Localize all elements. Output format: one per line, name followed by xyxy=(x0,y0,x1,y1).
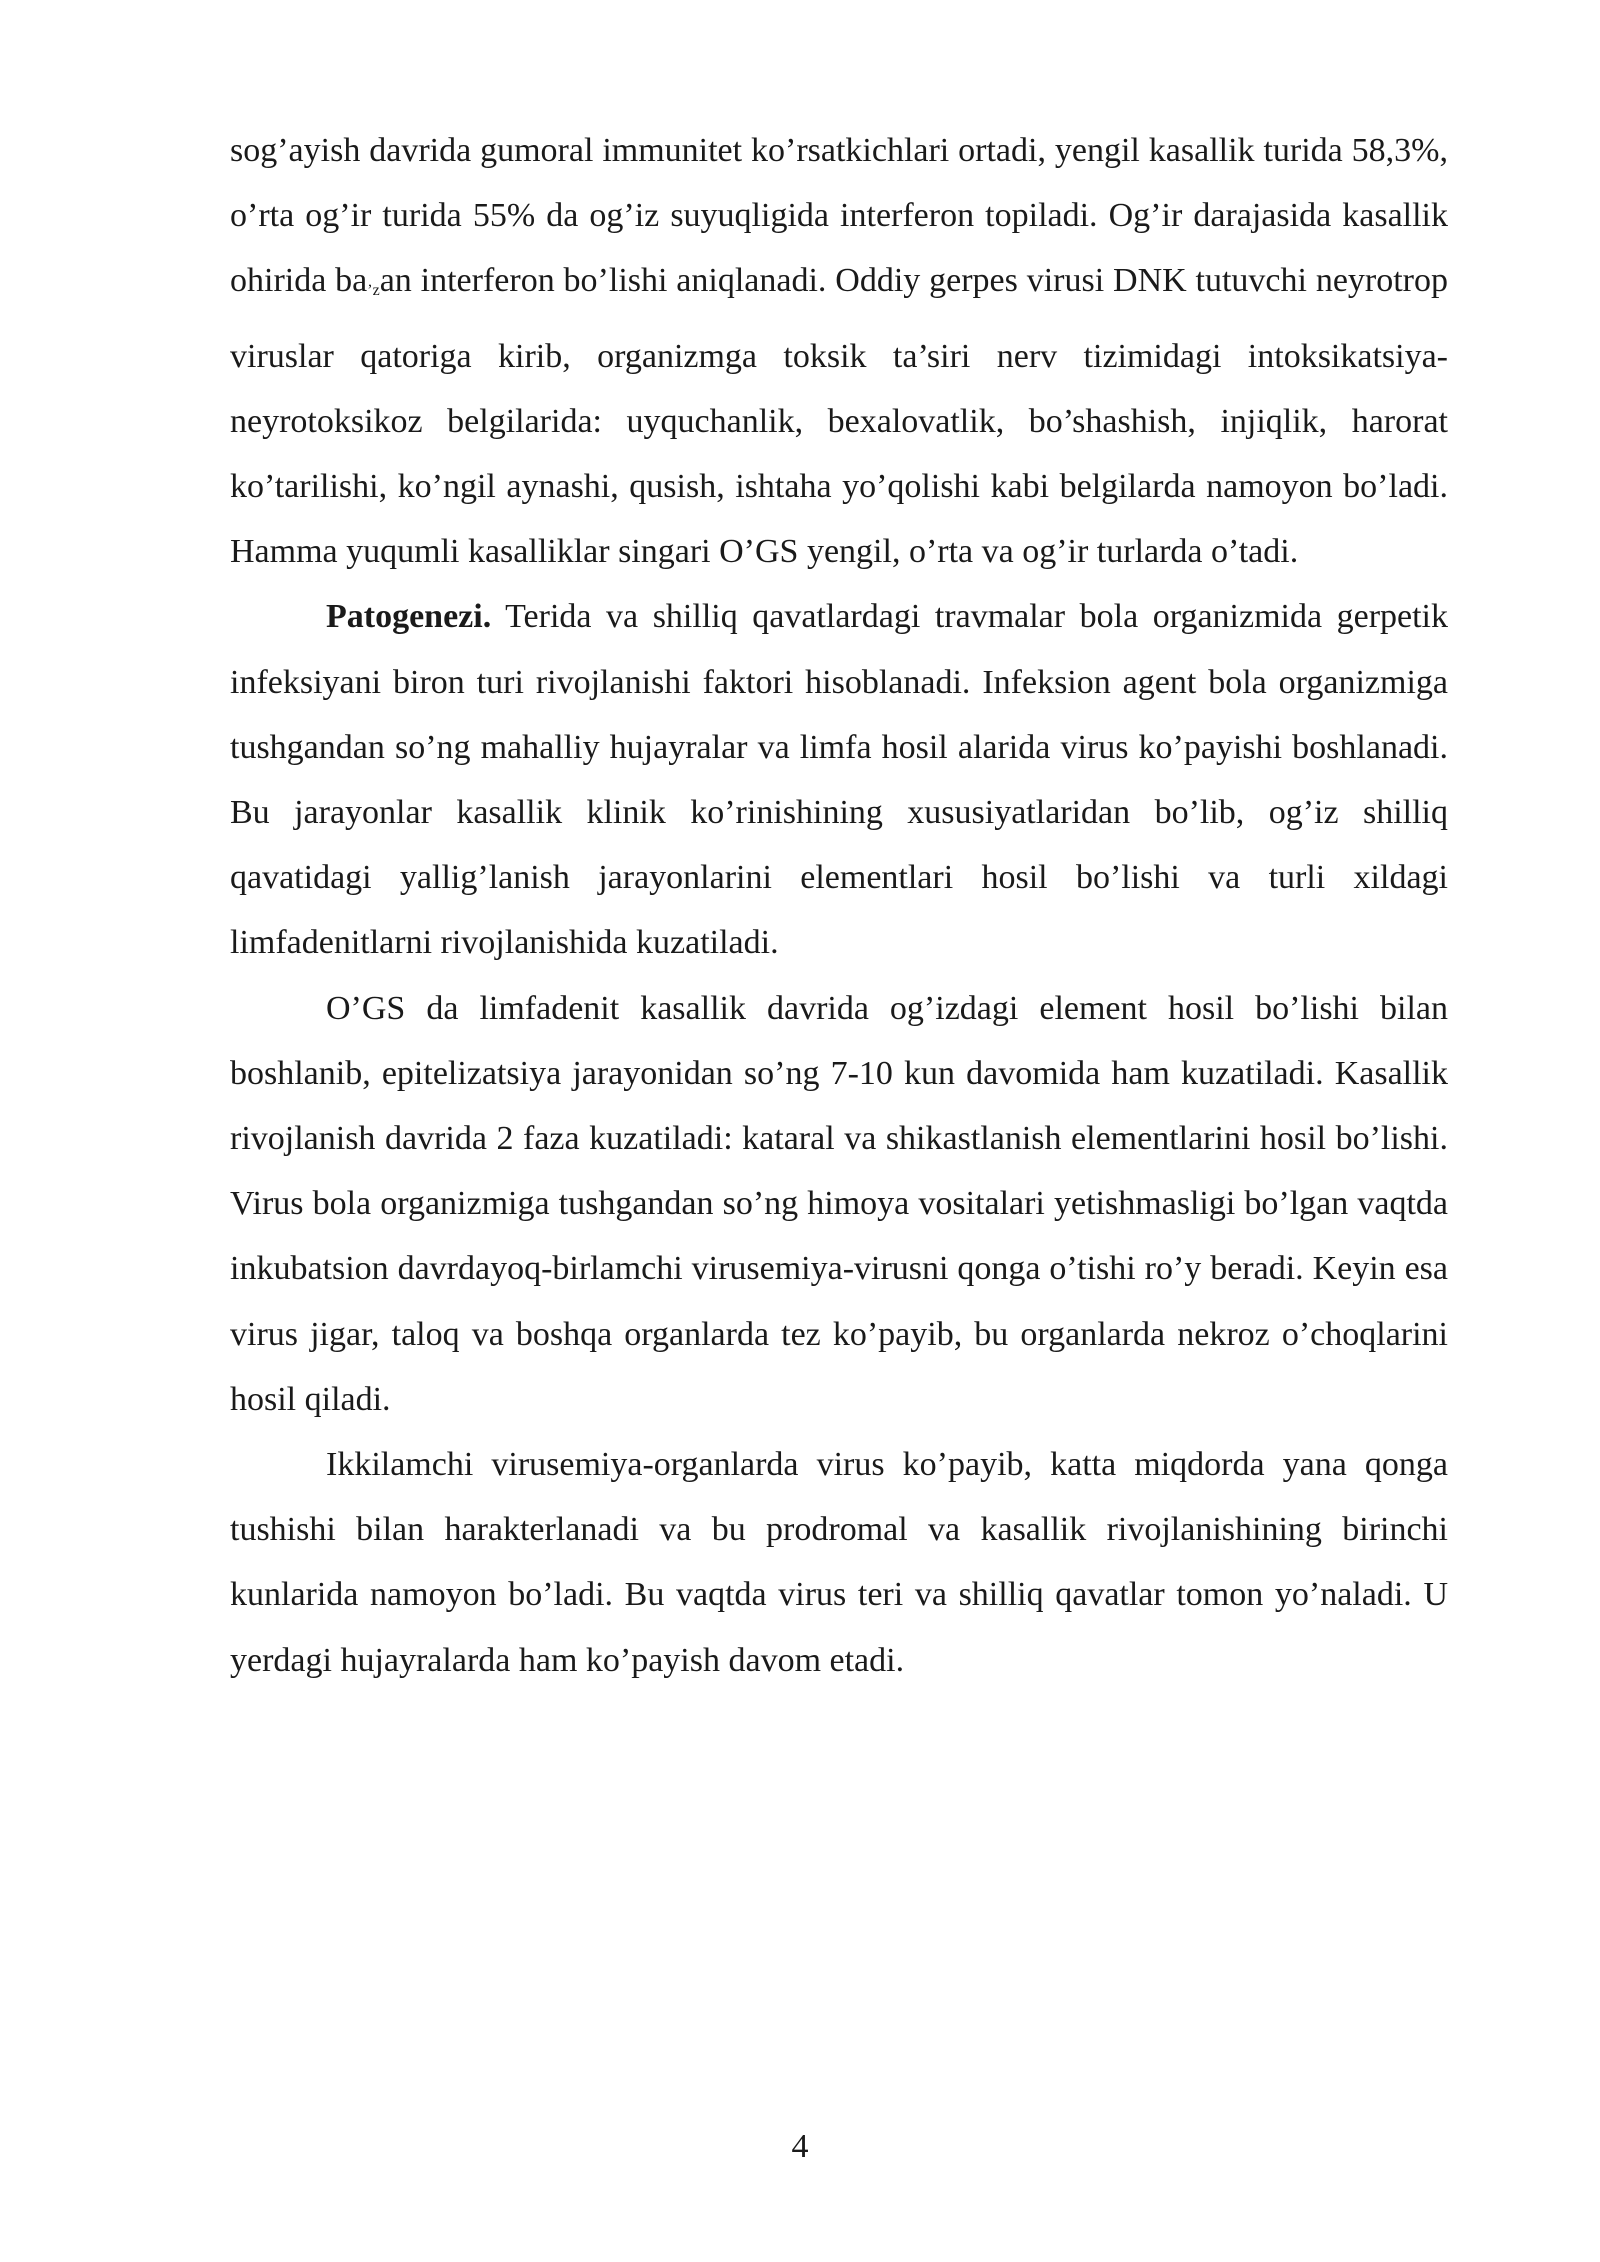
paragraph-1-text-end: an interferon bo’lishi aniqlanadi. Oddiy gerpes virusi DNK tutuvchi neyrotrop viruslar qatoriga kirib, organizmga toksik ta’siri nerv tizimidagi intoksikatsiya-neyrotoksikoz belgilarida: uyquchanlik, bexalovatlik, bo’shashish, injiqlik, harorat ko’tarilishi, ko’ngil aynashi, qusish, ishtaha yo’qolishi kabi belgilarda namoyon bo’ladi. Hamma yuqumli kasalliklar singari O’GS yengil, o’rta va og’ir turlarda o’tadi. xyxy=(230,262,1448,571)
paragraph-3: O’GS da limfadenit kasallik davrida og’izdagi element hosil bo’lishi bilan boshlanib, epitelizatsiya jarayonidan so’ng 7-10 kun davomida ham kuzatiladi. Kasallik rivojlanish davrida 2 faza kuzatiladi: kataral va shikastlanish elementlarini hosil bo’lishi. Virus bola organizmiga tushgandan so’ng himoya vositalari yetishmasligi bo’lgan vaqtda inkubatsion davrdayoq-birlamchi virusemiya-virusni qonga o’tishi ro’y beradi. Keyin esa virus jigar, taloq va boshqa organlarda tez ko’payib, bu organlarda nekroz o’choqlarini hosil qiladi. xyxy=(230,989,1448,1418)
page-number: 4 xyxy=(791,2128,809,2165)
section-heading-patogenezi: Patogenezi. xyxy=(326,598,492,636)
paragraph-2-text: Terida va shilliq qavatlardagi travmalar bola organizmida gerpetik infeksiyani biron turi rivojlanishi faktori hisoblanadi. Infeksion agent bola organizmiga tushgandan so’ng mahalliy hujayralar va limfa hosil alarida virus ko’payishi boshlanadi. Bu jarayonlar kasallik klinik ko’rinishining xususiyatlaridan bo’lib, og’iz shilliq qavatidagi yallig’lanish jarayonlarini elementlari hosil bo’lishi va turli xildagi limfadenitlarni rivojlanishida kuzatiladi. xyxy=(230,598,1448,962)
paragraph-1-text-start: sog’ayish davrida gumoral immunitet ko’rsatkichlari ortadi, yengil kasallik turida 58,3%, o’rta og’ir turida 55% da og’iz suyuqligida interferon topiladi. Og’ir darajasida kasallik ohirida ba xyxy=(230,132,1448,300)
paragraph-1-subscript: ’z xyxy=(367,282,380,300)
body-text xyxy=(230,118,1448,1693)
paragraph-1 xyxy=(230,118,1448,584)
paragraph-2 xyxy=(230,584,1448,975)
paragraph-4: Ikkilamchi virusemiya-organlarda virus ko’payib, katta miqdorda yana qonga tushishi bilan harakterlanadi va bu prodromal va kasallik rivojlanishining birinchi kunlarida namoyon bo’ladi. Bu vaqtda virus teri va shilliq qavatlar tomon yo’naladi. U yerdagi hujayralarda ham ko’payish davom etadi. xyxy=(230,1446,1448,1679)
